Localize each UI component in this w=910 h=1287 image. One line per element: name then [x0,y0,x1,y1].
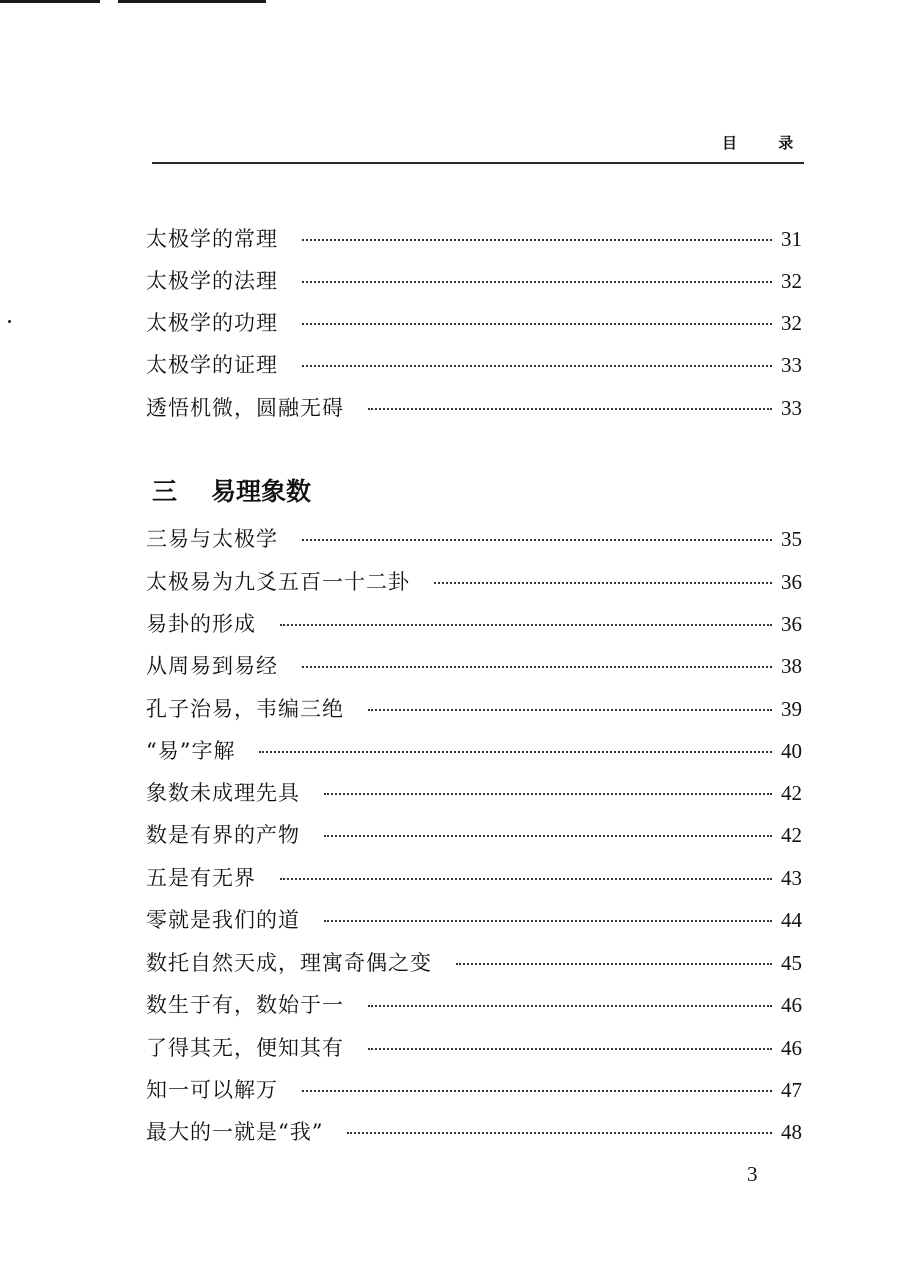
toc-entry[interactable] [146,810,802,846]
section-number: 三 [152,477,178,506]
toc-entry[interactable] [146,853,802,889]
toc-entry-page: 42 [781,823,802,847]
dot-leader [324,920,772,922]
toc-entry-title: 易卦的形成 [146,612,256,636]
toc-entry-page: 33 [781,396,802,420]
scan-speck [8,320,11,323]
toc-entry-title: 从周易到易经 [146,654,278,678]
toc-entry[interactable] [146,980,802,1016]
toc-entry-page: 47 [781,1078,802,1102]
toc-entry-title: 象数未成理先具 [146,781,300,805]
toc-entry[interactable] [146,641,802,677]
toc-entry[interactable] [146,895,802,931]
toc-entry-page: 42 [781,781,802,805]
toc-entry-page: 35 [781,527,802,551]
toc-entry-title: 太极学的证理 [146,353,278,377]
dot-leader [259,751,772,753]
dot-leader [347,1132,772,1134]
dot-leader [324,793,772,795]
section-title: 易理象数 [211,477,312,506]
toc-entry-page: 46 [781,1036,802,1060]
toc-entry-title: 太极学的法理 [146,269,278,293]
toc-entry-title: 太极易为九爻五百一十二卦 [146,570,410,594]
toc-entry-title: 零就是我们的道 [146,908,300,932]
toc-entry-page: 36 [781,612,802,636]
header-rule [152,162,804,164]
toc-entry[interactable] [146,298,802,334]
toc-entry-page: 31 [781,227,802,251]
toc-entry[interactable] [146,938,802,974]
toc-entry-title: 数是有界的产物 [146,823,300,847]
toc-entry-page: 39 [781,697,802,721]
toc-entry-page: 45 [781,951,802,975]
toc-entry-page: 32 [781,269,802,293]
toc-entry[interactable] [146,340,802,376]
running-header-title: 目 录 [722,134,812,152]
toc-entry-title: 太极学的功理 [146,311,278,335]
dot-leader [368,408,772,410]
toc-entry[interactable] [146,1065,802,1101]
toc-entry[interactable] [146,383,802,419]
dot-leader [368,1048,772,1050]
toc-entry[interactable] [146,214,802,250]
toc-entry-title: 五是有无界 [146,866,256,890]
dot-leader [302,1090,772,1092]
dot-leader [302,539,772,541]
dot-leader [456,963,772,965]
toc-entry[interactable] [146,599,802,635]
toc-entry-title: 三易与太极学 [146,527,278,551]
toc-entry-title: 数托自然天成，理寓奇偶之变 [146,951,432,975]
dot-leader [280,624,772,626]
toc-entry[interactable] [146,726,802,762]
toc-entry-page: 46 [781,993,802,1017]
toc-entry-page: 36 [781,570,802,594]
toc-entry-page: 33 [781,353,802,377]
toc-entry-title: 透悟机微，圆融无碍 [146,396,344,420]
toc-entry-title: 知一可以解万 [146,1078,278,1102]
toc-entry-page: 32 [781,311,802,335]
scan-edge-mark [118,0,266,3]
toc-entry-page: 48 [781,1120,802,1144]
toc-entry[interactable] [146,514,802,550]
dot-leader [280,878,772,880]
toc-entry[interactable] [146,684,802,720]
toc-entry[interactable] [146,557,802,593]
dot-leader [324,835,772,837]
dot-leader [302,281,772,283]
toc-entry-title: 数生于有，数始于一 [146,993,344,1017]
dot-leader [302,365,772,367]
dot-leader [368,1005,772,1007]
toc-entry-title: 最大的一就是“我” [146,1120,324,1144]
toc-entry[interactable] [146,256,802,292]
toc-entry-title: 了得其无，便知其有 [146,1036,344,1060]
toc-entry-page: 38 [781,654,802,678]
toc-entry-page: 40 [781,739,802,763]
dot-leader [302,323,772,325]
toc-entry[interactable] [146,768,802,804]
toc-entry-title: “易”字解 [146,739,236,763]
toc-entry-title: 太极学的常理 [146,227,278,251]
dot-leader [368,709,772,711]
dot-leader [302,239,772,241]
toc-entry-title: 孔子治易，韦编三绝 [146,697,344,721]
dot-leader [434,582,772,584]
toc-entry-page: 44 [781,908,802,932]
scan-edge-mark [0,0,100,3]
page-number: 3 [747,1162,758,1186]
toc-entry[interactable] [146,1023,802,1059]
toc-entry-page: 43 [781,866,802,890]
dot-leader [302,666,772,668]
section-heading [152,472,311,508]
toc-entry[interactable] [146,1107,802,1143]
